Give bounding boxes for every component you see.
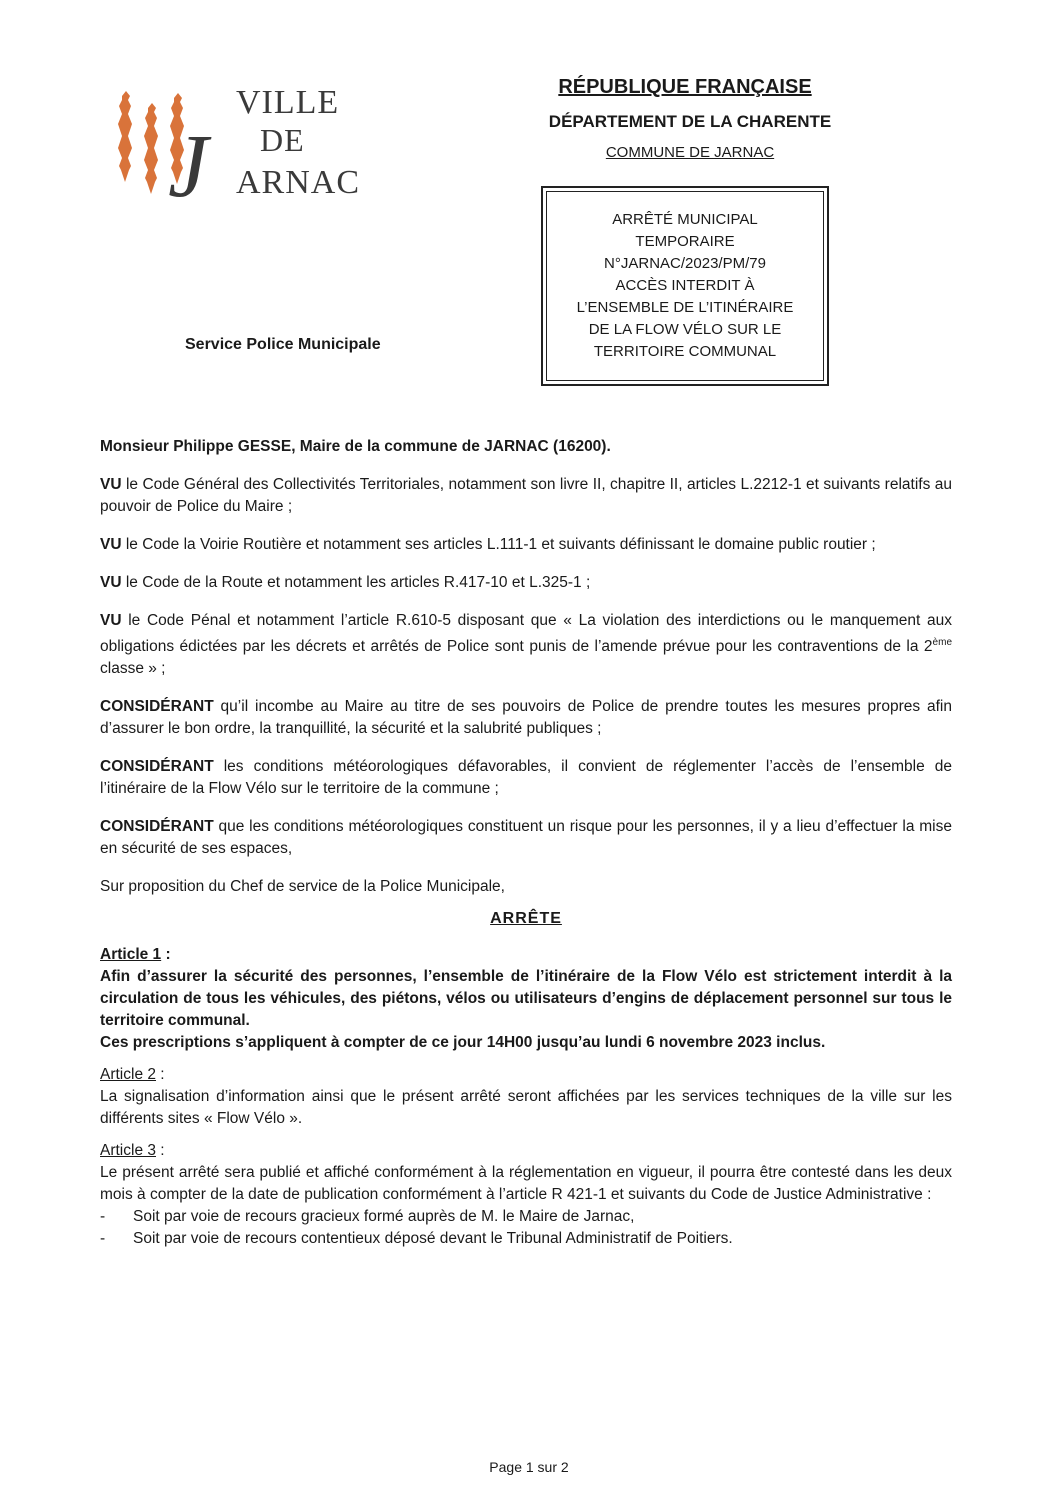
considerant-text: que les conditions météorologiques constituent un risque pour les personnes, il y a lieu d’effectuer la mise en sécurité de ses espaces,	[100, 818, 952, 858]
arrete-box-line: L’ENSEMBLE DE L’ITINÉRAIRE	[576, 299, 794, 316]
article-3-colon: :	[156, 1142, 165, 1160]
article-1-dates: Ces prescriptions s’appliquent à compter de ce jour 14H00 jusqu’au lundi 6 novembre 2023 inclus.	[100, 1034, 826, 1052]
arrete-heading: ARRÊTE	[490, 910, 562, 928]
arrete-box-line: TERRITOIRE COMMUNAL	[593, 343, 777, 360]
vu-penal-paragraph	[100, 610, 952, 680]
vu-paragraph	[100, 534, 952, 556]
considerant-text: les conditions météorologiques défavorables, il convient de réglementer l’accès de l’ensemble de l’itinéraire de la Flow Vélo sur le territoire de la commune ;	[100, 758, 952, 798]
article-1-colon: :	[161, 946, 171, 964]
vu-text: le Code de la Route et notamment les articles R.417-10 et L.325-1 ;	[121, 574, 591, 591]
vu-lead: VU	[100, 536, 122, 553]
considerant-paragraph	[100, 756, 952, 800]
considerant-paragraph	[100, 696, 952, 740]
vu-text: le Code la Voirie Routière et notamment ses articles L.111-1 et suivants définissant le domaine public routier ;	[121, 536, 876, 553]
considerant-paragraph	[100, 816, 952, 860]
article-1-title: Article 1	[100, 946, 162, 964]
arrete-box-line: ACCÈS INTERDIT À	[615, 277, 755, 294]
vu-paragraph	[100, 474, 952, 518]
logo-word-de: DE	[260, 122, 305, 158]
arrete-box-line: ARRÊTÉ MUNICIPAL	[612, 211, 758, 228]
vu-lead: VU	[100, 476, 122, 493]
article-1-paragraph: Afin d’assurer la sécurité des personnes, l’ensemble de l’itinéraire de la Flow Vélo est strictement interdit à la circulation de tous les véhicules, des piétons, vélos ou utilisateurs d’engins de déplacement personnel sur tous le territoire communal.	[100, 968, 952, 1030]
considerant-lead: CONSIDÉRANT	[100, 698, 214, 716]
vu-lead: VU	[100, 574, 122, 591]
article-3-title: Article 3	[100, 1142, 156, 1160]
arrete-box-line: DE LA FLOW VÉLO SUR LE	[588, 321, 782, 338]
commune-heading: COMMUNE DE JARNAC	[605, 144, 775, 161]
article-2-heading	[100, 1064, 952, 1086]
vu-penal-sup: ème	[932, 637, 952, 648]
service-label: Service Police Municipale	[185, 336, 381, 353]
article-2-paragraph: La signalisation d’information ainsi que le présent arrêté seront affichées par les services techniques de la ville sur les différents sites « Flow Vélo ».	[100, 1088, 952, 1128]
vu-paragraph	[100, 572, 952, 594]
page-number: Page 1 sur 2	[489, 1459, 569, 1475]
logo-word-ville: VILLE	[236, 84, 340, 121]
departement-heading: DÉPARTEMENT DE LA CHARENTE	[548, 112, 832, 131]
considerant-text: qu’il incombe au Maire au titre de ses pouvoirs de Police de prendre toutes les mesures propres afin d’assurer le bon ordre, la tranquillité, la sécurité et la salubrité publiques ;	[100, 698, 952, 738]
arrete-box-line: N°JARNAC/2023/PM/79	[604, 255, 766, 272]
vu-penal-text: le Code Pénal et notamment l’article R.610-5 disposant que « La violation des interdictions ou le manquement aux obligations édictées par les décrets et arrêtés de Police sont punis de l’amende prévue pour les contraventions de la 2	[100, 612, 952, 656]
article-2-title: Article 2	[100, 1066, 156, 1084]
recours-list	[100, 1206, 952, 1250]
logo-word-jarnac: ARNAC	[236, 164, 361, 201]
intro-text: Monsieur Philippe GESSE, Maire de la commune de JARNAC (16200).	[100, 438, 611, 455]
vu-text: le Code Général des Collectivités Territoriales, notamment son livre II, chapitre II, articles L.2212-1 et suivants relatifs au pouvoir de Police du Maire ;	[100, 476, 952, 515]
arrete-title-box	[541, 186, 829, 386]
logo-letter-j: J	[168, 117, 208, 216]
vu-penal-after: classe » ;	[100, 660, 166, 678]
vu-lead: VU	[100, 612, 122, 629]
article-1-heading	[100, 944, 952, 966]
article-3-paragraph: Le présent arrêté sera publié et affiché conformément à la réglementation en vigueur, il pourra être contesté dans les deux mois à compter de la date de publication conformément à l’article R 421-1 et suivants du Code de Justice Administrative :	[100, 1164, 952, 1204]
proposition-paragraph: Sur proposition du Chef de service de la Police Municipale,	[100, 878, 505, 896]
intro-paragraph	[100, 436, 952, 458]
list-item: - Soit par voie de recours contentieux déposé devant le Tribunal Administratif de Poitiers.	[100, 1228, 952, 1250]
ville-de-jarnac-logo	[108, 82, 383, 217]
republique-heading: RÉPUBLIQUE FRANÇAISE	[558, 76, 812, 98]
article-2-colon: :	[156, 1066, 165, 1084]
list-item: - Soit par voie de recours gracieux formé auprès de M. le Maire de Jarnac,	[100, 1206, 952, 1228]
considerant-lead: CONSIDÉRANT	[100, 758, 214, 776]
arrete-box-line: TEMPORAIRE	[635, 233, 735, 250]
document-body	[100, 436, 952, 1250]
article-3-heading	[100, 1140, 952, 1162]
considerant-lead: CONSIDÉRANT	[100, 818, 214, 836]
